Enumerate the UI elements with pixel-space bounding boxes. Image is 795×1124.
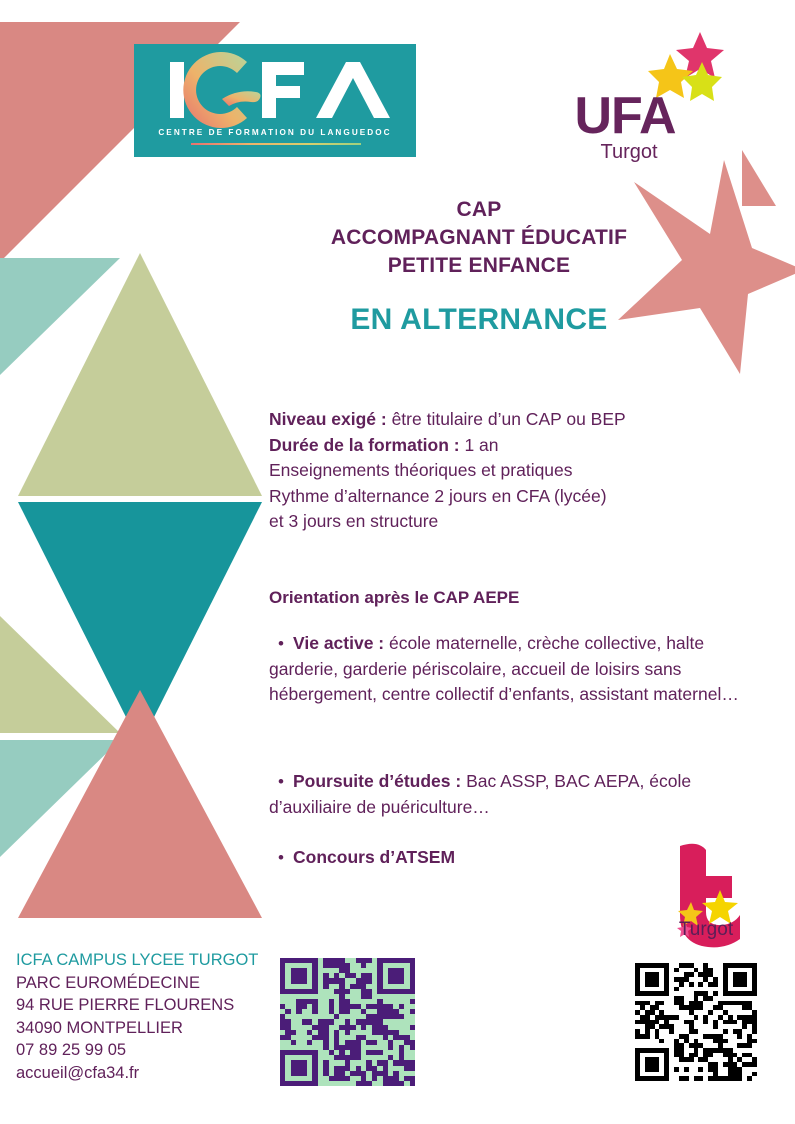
orientation-bullet-1	[269, 631, 744, 708]
icfa-gradient-rule	[191, 143, 361, 145]
heading-line-3: PETITE ENFANCE	[387, 254, 571, 277]
qr-code-green[interactable]	[280, 958, 415, 1086]
orientation-bullet-2	[269, 769, 744, 820]
detail-value: Rythme d’alternance 2 jours en CFA (lycée)	[269, 485, 607, 506]
bullet-marker-icon: •	[278, 634, 284, 653]
detail-label: Durée de la formation :	[269, 434, 460, 455]
detail-value: être titulaire d’un CAP ou BEP	[386, 409, 626, 429]
ufa-logo	[566, 30, 726, 163]
heading-highlight: EN ALTERNANCE	[350, 303, 608, 336]
detail-line	[269, 433, 739, 459]
icfa-wordmark-icon	[134, 44, 416, 130]
icfa-tagline: CENTRE DE FORMATION DU LANGUEDOC	[158, 128, 392, 137]
bullet-text: Bac ASSP, BAC AEPA, école d’auxiliaire de puériculture…	[269, 771, 692, 817]
bullet-lead: Vie active :	[293, 633, 385, 653]
contact-line: 34090 MONTPELLIER	[16, 1018, 183, 1037]
detail-label: Niveau exigé :	[269, 409, 387, 429]
contact-line: 07 89 25 99 05	[16, 1041, 127, 1060]
course-details	[269, 407, 739, 535]
detail-value: et 3 jours en structure	[269, 511, 439, 531]
detail-line	[269, 484, 739, 510]
bullet-marker-icon: •	[278, 848, 284, 867]
turgot-wordmark: Turgot	[678, 919, 734, 940]
contact-line: accueil@cfa34.fr	[16, 1063, 140, 1082]
detail-value: 1 an	[459, 434, 499, 455]
contact-block	[16, 949, 258, 1085]
detail-line	[269, 407, 739, 433]
qr-code-black[interactable]	[635, 963, 757, 1081]
poster-heading	[264, 196, 694, 280]
icfa-logo	[134, 44, 416, 157]
contact-line: PARC EUROMÉDECINE	[16, 973, 200, 992]
ufa-wordmark: UFA	[574, 87, 676, 145]
detail-line	[269, 458, 739, 484]
orientation-title: Orientation après le CAP AEPE	[269, 588, 520, 607]
contact-line: 94 RUE PIERRE FLOURENS	[16, 996, 235, 1015]
bullet-lead: Concours d’ATSEM	[293, 847, 456, 867]
heading-line-2: ACCOMPAGNANT ÉDUCATIF	[330, 226, 628, 249]
detail-value: Enseignements théoriques et pratiques	[269, 460, 573, 480]
heading-line-1: CAP	[456, 198, 502, 221]
decor-triangle-olive-up	[18, 253, 262, 496]
decor-triangle-pink-bottom	[18, 690, 262, 918]
bullet-lead: Poursuite d’études :	[293, 771, 462, 791]
ufa-subtitle: Turgot	[600, 141, 658, 163]
contact-line: ICFA CAMPUS LYCEE TURGOT	[16, 951, 259, 969]
bullet-marker-icon: •	[278, 772, 284, 791]
detail-line	[269, 509, 739, 535]
bullet-text: école maternelle, crèche collective, halte garderie, garderie périscolaire, accueil de loisirs sans hébergement, centre collectif d’enfants, assistant maternel…	[269, 633, 739, 704]
